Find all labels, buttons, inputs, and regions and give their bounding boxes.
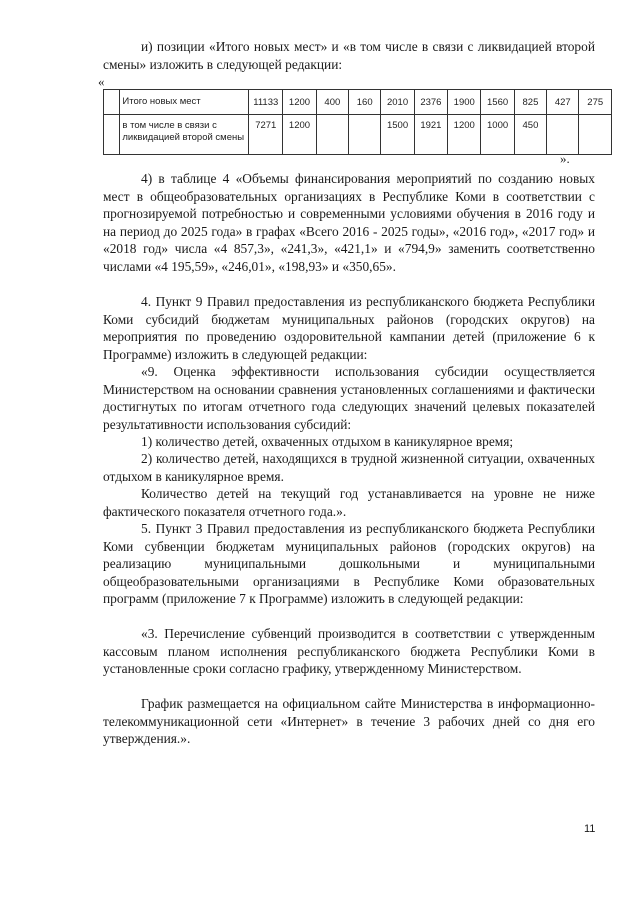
table-cell: 2010 [381,90,414,115]
table-row [104,115,612,155]
table-cell: 1921 [414,115,447,155]
table-cell [316,115,348,155]
table-cell: 1000 [481,115,514,155]
table-cell: 1200 [283,115,316,155]
table-cell: 1500 [381,115,414,155]
table-close-quote: ». [560,151,570,166]
table-cell: 275 [579,90,612,115]
table-cell [547,115,579,155]
table-cell: 825 [514,90,546,115]
table-cell: 1200 [448,115,481,155]
table-cell: 400 [316,90,348,115]
table-cell: 1560 [481,90,514,115]
table-cell: 450 [514,115,546,155]
page-number: 11 [584,823,596,835]
table-cell [349,115,381,155]
quoted-point-9-paragraph: «9. Оценка эффективности использования субсидии осуществляется Министерством на основании сравнения установленных соглашениями и фактически достигнутых по итогам отчетного года следующих значений целевых показателей результативности использования субсидий: [103,364,595,432]
table-cell: 160 [349,90,381,115]
item-4-paragraph: 4) в таблице 4 «Объемы финансирования мероприятий по созданию новых мест в общеобразовательных организациях в Республике Коми в соответствии с прогнозируемой потребностью и современными условиями обучения в 2016 году и на период до 2025 года» в графах «Всего 2016 - 2025 годы», «2016 год», «2017 год» и «2018 год» числа «4 857,3», «241,3», «421,1» и «794,9» заменить соответственно числами «4 195,59», «246,01», «198,93» и «350,65». [103,171,595,274]
table-open-quote: « [98,74,105,89]
schedule-paragraph: График размещается на официальном сайте Министерства в информационно-телекоммуникационной сети «Интернет» в течение 3 рабочих дней со дня его утверждения.». [103,696,595,746]
children-count-paragraph: Количество детей на текущий год устанавливается на уровне не ниже фактического показателя отчетного года.». [103,486,595,519]
table-cell: 11133 [249,90,283,115]
table-cell: 2376 [414,90,447,115]
table-cell: 1900 [448,90,481,115]
table-cell [579,115,612,155]
table-cell: 7271 [249,115,283,155]
new-places-table [103,89,612,155]
point-4-paragraph: 4. Пункт 9 Правил предоставления из республиканского бюджета Республики Коми субсидий бюджетам муниципальных районов (городских округов) на мероприятия по проведению оздоровительной кампании детей (приложение 6 к Программе) изложить в следующей редакции: [103,294,595,362]
table-row [104,90,612,115]
intro-paragraph: и) позиции «Итого новых мест» и «в том числе в связи с ликвидацией второй смены» изложить в следующей редакции: [103,39,595,72]
quoted-point-3-paragraph: «3. Перечисление субвенций производится в соответствии с утвержденным кассовым планом исполнения республиканского бюджета Республики Коми в установленные сроки согласно графику, утвержденному Министерством. [103,626,595,676]
table-cell: 1200 [283,90,316,115]
row-label: Итого новых мест [120,90,249,115]
list-item-1: 1) количество детей, охваченных отдыхом в каникулярное время; [141,434,514,449]
list-item-2: 2) количество детей, находящихся в трудной жизненной ситуации, охваченных отдыхом в каникулярное время. [103,451,595,484]
row-label: в том числе в связи с ликвидацией второй смены [120,115,249,155]
table-cell: 427 [547,90,579,115]
point-5-paragraph: 5. Пункт 3 Правил предоставления из республиканского бюджета Республики Коми субвенции бюджетам муниципальных районов (городских округов) на реализацию муниципальными дошкольными и муниципальными общеобразовательными организациями в Республике Коми образовательных программ (приложение 7 к Программе) изложить в следующей редакции: [103,521,595,606]
